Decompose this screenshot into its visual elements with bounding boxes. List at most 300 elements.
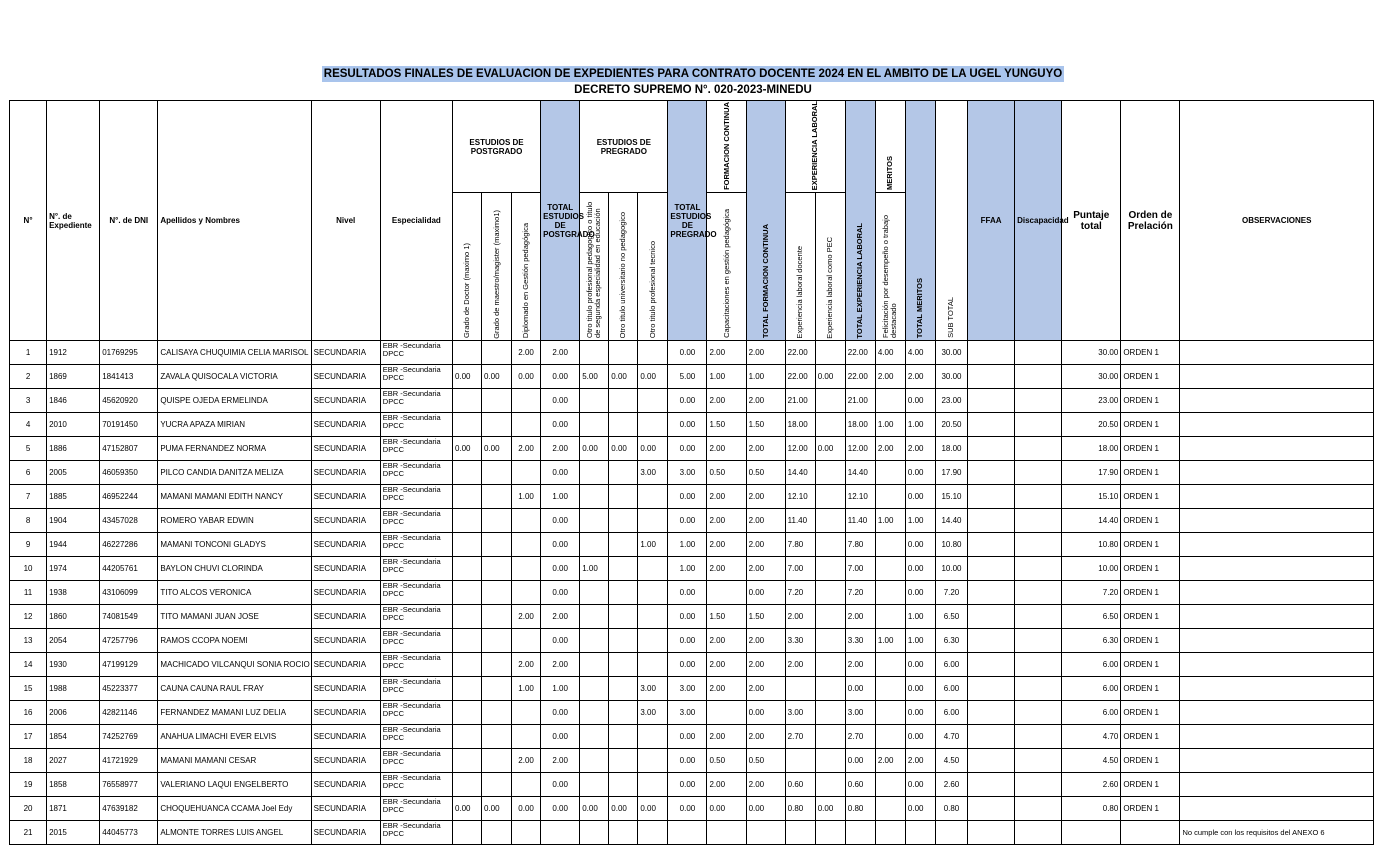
cell-ouni <box>609 533 638 557</box>
table-row <box>10 557 1374 581</box>
cell-nivel: SECUNDARIA <box>311 605 380 629</box>
cell-nombre: ANAHUA LIMACHI EVER ELVIS <box>158 725 311 749</box>
cell-otec: 1.00 <box>638 533 668 557</box>
cell-epec <box>815 413 845 437</box>
cell-nombre: TITO MAMANI JUAN JOSE <box>158 605 311 629</box>
cell-otec <box>638 557 668 581</box>
cell-tform: 2.00 <box>746 341 785 365</box>
col-total-experiencia: TOTAL EXPERIENCIA LABORAL <box>845 101 875 341</box>
cell-mae: 0.00 <box>482 797 512 821</box>
cell-cap: 1.50 <box>707 605 746 629</box>
cell-mae <box>482 821 512 845</box>
cell-ffaa <box>968 341 1015 365</box>
cell-tpost: 2.00 <box>541 605 580 629</box>
cell-ouni <box>609 341 638 365</box>
cell-cap: 0.50 <box>707 461 746 485</box>
cell-tpre: 0.00 <box>668 749 707 773</box>
cell-nivel: SECUNDARIA <box>311 557 380 581</box>
cell-puntaje: 0.80 <box>1062 797 1121 821</box>
cell-otec: 0.00 <box>638 437 668 461</box>
cell-dni: 43457028 <box>100 509 158 533</box>
cell-sub: 20.50 <box>935 413 967 437</box>
cell-exp: 1860 <box>47 605 100 629</box>
cell-sub: 2.60 <box>935 773 967 797</box>
cell-exp: 1858 <box>47 773 100 797</box>
cell-esp: EBR -Secundaria DPCC <box>380 557 452 581</box>
cell-obs <box>1180 509 1374 533</box>
cell-orden: ORDEN 1 <box>1121 341 1180 365</box>
cell-orden: ORDEN 1 <box>1121 533 1180 557</box>
cell-orden: ORDEN 1 <box>1121 797 1180 821</box>
cell-nombre: CALISAYA CHUQUIMIA CELIA MARISOL <box>158 341 311 365</box>
cell-dip <box>512 701 541 725</box>
cell-ffaa <box>968 677 1015 701</box>
cell-mae <box>482 629 512 653</box>
cell-puntaje: 30.00 <box>1062 341 1121 365</box>
cell-n: 1 <box>10 341 47 365</box>
cell-texp: 14.40 <box>845 461 875 485</box>
cell-nombre: MACHICADO VILCANQUI SONIA ROCIO <box>158 653 311 677</box>
cell-exp: 1869 <box>47 365 100 389</box>
cell-tpre: 0.00 <box>668 413 707 437</box>
cell-tmer: 0.00 <box>905 461 935 485</box>
cell-cap: 2.00 <box>707 557 746 581</box>
cell-nivel: SECUNDARIA <box>311 413 380 437</box>
cell-otec <box>638 629 668 653</box>
cell-disc <box>1015 725 1062 749</box>
cell-edoc: 3.00 <box>785 701 815 725</box>
cell-epec <box>815 653 845 677</box>
cell-fel <box>875 821 905 845</box>
cell-puntaje: 10.80 <box>1062 533 1121 557</box>
cell-doc <box>452 533 481 557</box>
cell-tmer <box>905 821 935 845</box>
cell-sub: 14.40 <box>935 509 967 533</box>
cell-n: 14 <box>10 653 47 677</box>
cell-tpost: 0.00 <box>541 509 580 533</box>
cell-n: 16 <box>10 701 47 725</box>
cell-dip <box>512 629 541 653</box>
cell-disc <box>1015 653 1062 677</box>
cell-tpost: 0.00 <box>541 581 580 605</box>
cell-tpre: 0.00 <box>668 581 707 605</box>
cell-sub: 15.10 <box>935 485 967 509</box>
cell-n: 19 <box>10 773 47 797</box>
cell-tpost: 1.00 <box>541 677 580 701</box>
cell-edoc: 3.30 <box>785 629 815 653</box>
cell-ouni <box>609 725 638 749</box>
cell-texp <box>845 821 875 845</box>
cell-esp: EBR -Secundaria DPCC <box>380 797 452 821</box>
cell-edoc: 18.00 <box>785 413 815 437</box>
cell-ffaa <box>968 749 1015 773</box>
cell-epec <box>815 533 845 557</box>
cell-obs <box>1180 701 1374 725</box>
cell-otit <box>580 533 609 557</box>
cell-disc <box>1015 557 1062 581</box>
cell-texp: 22.00 <box>845 341 875 365</box>
cell-orden: ORDEN 1 <box>1121 437 1180 461</box>
cell-obs <box>1180 485 1374 509</box>
cell-nivel: SECUNDARIA <box>311 509 380 533</box>
cell-sub: 30.00 <box>935 365 967 389</box>
group-meritos: MERITOS <box>875 101 905 193</box>
cell-edoc: 22.00 <box>785 341 815 365</box>
cell-puntaje: 6.00 <box>1062 653 1121 677</box>
cell-cap <box>707 821 746 845</box>
cell-sub: 6.00 <box>935 653 967 677</box>
col-puntaje: Puntaje total <box>1062 101 1121 341</box>
cell-ouni <box>609 749 638 773</box>
cell-tpost: 0.00 <box>541 773 580 797</box>
cell-ffaa <box>968 581 1015 605</box>
table-row <box>10 605 1374 629</box>
cell-otec <box>638 653 668 677</box>
cell-n: 5 <box>10 437 47 461</box>
cell-cap: 2.00 <box>707 341 746 365</box>
cell-texp: 7.20 <box>845 581 875 605</box>
cell-nivel: SECUNDARIA <box>311 677 380 701</box>
cell-obs <box>1180 437 1374 461</box>
cell-exp: 1854 <box>47 725 100 749</box>
cell-disc <box>1015 461 1062 485</box>
cell-dni: 01769295 <box>100 341 158 365</box>
col-observaciones: OBSERVACIONES <box>1180 101 1374 341</box>
cell-epec <box>815 773 845 797</box>
cell-disc <box>1015 629 1062 653</box>
cell-ouni <box>609 821 638 845</box>
cell-ffaa <box>968 389 1015 413</box>
cell-tform: 0.00 <box>746 797 785 821</box>
cell-tpre: 0.00 <box>668 629 707 653</box>
cell-epec: 0.00 <box>815 365 845 389</box>
cell-tform: 2.00 <box>746 485 785 509</box>
cell-nombre: MAMANI MAMANI EDITH NANCY <box>158 485 311 509</box>
cell-dip: 1.00 <box>512 485 541 509</box>
cell-orden: ORDEN 1 <box>1121 629 1180 653</box>
cell-tpre: 3.00 <box>668 461 707 485</box>
table-row <box>10 461 1374 485</box>
cell-nivel: SECUNDARIA <box>311 797 380 821</box>
cell-ouni: 0.00 <box>609 365 638 389</box>
cell-texp: 0.80 <box>845 797 875 821</box>
cell-dip: 0.00 <box>512 797 541 821</box>
table-row <box>10 485 1374 509</box>
cell-edoc: 12.10 <box>785 485 815 509</box>
cell-sub: 4.70 <box>935 725 967 749</box>
cell-cap: 1.50 <box>707 413 746 437</box>
cell-ffaa <box>968 701 1015 725</box>
cell-tpre: 3.00 <box>668 677 707 701</box>
cell-otit: 5.00 <box>580 365 609 389</box>
cell-nombre: MAMANI TONCONI GLADYS <box>158 533 311 557</box>
col-maestro: Grado de maestro/magister (maximo1) <box>482 193 512 341</box>
cell-obs <box>1180 725 1374 749</box>
cell-epec <box>815 341 845 365</box>
cell-nombre: RAMOS CCOPA NOEMI <box>158 629 311 653</box>
cell-edoc: 2.00 <box>785 653 815 677</box>
cell-edoc: 14.40 <box>785 461 815 485</box>
cell-disc <box>1015 437 1062 461</box>
cell-doc <box>452 509 481 533</box>
table-row <box>10 509 1374 533</box>
cell-fel: 1.00 <box>875 413 905 437</box>
cell-ffaa <box>968 485 1015 509</box>
cell-fel <box>875 389 905 413</box>
cell-tpre: 0.00 <box>668 725 707 749</box>
cell-dni: 76558977 <box>100 773 158 797</box>
cell-orden: ORDEN 1 <box>1121 725 1180 749</box>
cell-disc <box>1015 533 1062 557</box>
cell-esp: EBR -Secundaria DPCC <box>380 413 452 437</box>
cell-dip <box>512 773 541 797</box>
cell-tpre <box>668 821 707 845</box>
cell-nombre: FERNANDEZ MAMANI LUZ DELIA <box>158 701 311 725</box>
cell-obs <box>1180 461 1374 485</box>
cell-otec <box>638 485 668 509</box>
cell-mae <box>482 509 512 533</box>
cell-n: 13 <box>10 629 47 653</box>
cell-edoc <box>785 749 815 773</box>
cell-n: 9 <box>10 533 47 557</box>
cell-tpost: 0.00 <box>541 389 580 413</box>
cell-tmer: 0.00 <box>905 701 935 725</box>
cell-esp: EBR -Secundaria DPCC <box>380 533 452 557</box>
cell-fel: 1.00 <box>875 629 905 653</box>
cell-obs <box>1180 581 1374 605</box>
cell-puntaje: 6.00 <box>1062 677 1121 701</box>
cell-fel <box>875 533 905 557</box>
cell-texp: 21.00 <box>845 389 875 413</box>
cell-ouni <box>609 605 638 629</box>
cell-nivel: SECUNDARIA <box>311 653 380 677</box>
cell-obs <box>1180 629 1374 653</box>
cell-tpre: 0.00 <box>668 485 707 509</box>
cell-tpost: 0.00 <box>541 365 580 389</box>
cell-dni: 70191450 <box>100 413 158 437</box>
cell-disc <box>1015 821 1062 845</box>
cell-ouni: 0.00 <box>609 437 638 461</box>
cell-texp: 7.00 <box>845 557 875 581</box>
cell-puntaje: 6.30 <box>1062 629 1121 653</box>
cell-exp: 1846 <box>47 389 100 413</box>
cell-tmer: 0.00 <box>905 557 935 581</box>
cell-cap: 2.00 <box>707 533 746 557</box>
cell-otec <box>638 413 668 437</box>
cell-nivel: SECUNDARIA <box>311 629 380 653</box>
cell-doc <box>452 461 481 485</box>
cell-exp: 2005 <box>47 461 100 485</box>
cell-puntaje: 20.50 <box>1062 413 1121 437</box>
cell-mae <box>482 533 512 557</box>
cell-dni: 46227286 <box>100 533 158 557</box>
cell-exp: 2006 <box>47 701 100 725</box>
cell-doc <box>452 581 481 605</box>
cell-epec <box>815 725 845 749</box>
cell-doc <box>452 821 481 845</box>
titles <box>0 64 1386 98</box>
cell-texp: 12.00 <box>845 437 875 461</box>
cell-edoc: 0.60 <box>785 773 815 797</box>
cell-ouni <box>609 653 638 677</box>
cell-edoc: 7.80 <box>785 533 815 557</box>
cell-mae <box>482 341 512 365</box>
cell-dip <box>512 461 541 485</box>
cell-dni: 74081549 <box>100 605 158 629</box>
cell-obs <box>1180 605 1374 629</box>
cell-cap: 2.00 <box>707 725 746 749</box>
cell-dni: 45620920 <box>100 389 158 413</box>
cell-sub: 10.80 <box>935 533 967 557</box>
cell-exp: 1944 <box>47 533 100 557</box>
col-expediente: N°. de Expediente <box>47 101 100 341</box>
cell-fel: 2.00 <box>875 365 905 389</box>
cell-sub: 17.90 <box>935 461 967 485</box>
cell-tpre: 0.00 <box>668 389 707 413</box>
cell-dip: 2.00 <box>512 653 541 677</box>
cell-exp: 1930 <box>47 653 100 677</box>
cell-tpre: 0.00 <box>668 437 707 461</box>
cell-doc: 0.00 <box>452 437 481 461</box>
cell-cap: 2.00 <box>707 773 746 797</box>
table-row <box>10 437 1374 461</box>
cell-dip <box>512 821 541 845</box>
cell-puntaje: 4.70 <box>1062 725 1121 749</box>
cell-nivel: SECUNDARIA <box>311 581 380 605</box>
cell-tpost <box>541 821 580 845</box>
cell-texp: 22.00 <box>845 365 875 389</box>
cell-cap: 1.00 <box>707 365 746 389</box>
cell-orden: ORDEN 1 <box>1121 701 1180 725</box>
group-formacion: FORMACION CONTINUA <box>707 101 746 193</box>
cell-ffaa <box>968 797 1015 821</box>
col-doctor: Grado de Doctor (maximo 1) <box>452 193 481 341</box>
cell-tpost: 2.00 <box>541 653 580 677</box>
cell-tform: 0.50 <box>746 461 785 485</box>
cell-tform: 2.00 <box>746 533 785 557</box>
cell-tform: 1.50 <box>746 605 785 629</box>
cell-cap: 2.00 <box>707 509 746 533</box>
cell-obs <box>1180 653 1374 677</box>
cell-cap: 0.00 <box>707 797 746 821</box>
cell-cap: 2.00 <box>707 485 746 509</box>
cell-tmer: 0.00 <box>905 677 935 701</box>
group-experiencia: EXPERIENCIA LABORAL <box>785 101 845 193</box>
col-total-meritos: TOTAL MERITOS <box>905 101 935 341</box>
cell-esp: EBR -Secundaria DPCC <box>380 581 452 605</box>
cell-fel <box>875 701 905 725</box>
cell-doc <box>452 557 481 581</box>
table-row <box>10 797 1374 821</box>
cell-n: 10 <box>10 557 47 581</box>
cell-esp: EBR -Secundaria DPCC <box>380 701 452 725</box>
col-num: N° <box>10 101 47 341</box>
cell-mae <box>482 557 512 581</box>
cell-orden: ORDEN 1 <box>1121 509 1180 533</box>
table-row <box>10 749 1374 773</box>
cell-doc: 0.00 <box>452 365 481 389</box>
cell-ffaa <box>968 557 1015 581</box>
cell-tform: 0.50 <box>746 749 785 773</box>
cell-nombre: CAUNA CAUNA RAUL FRAY <box>158 677 311 701</box>
cell-otec <box>638 773 668 797</box>
cell-orden: ORDEN 1 <box>1121 485 1180 509</box>
cell-tmer: 1.00 <box>905 605 935 629</box>
cell-puntaje: 18.00 <box>1062 437 1121 461</box>
table-row <box>10 677 1374 701</box>
col-nombres: Apellidos y Nombres <box>158 101 311 341</box>
cell-tmer: 0.00 <box>905 725 935 749</box>
cell-n: 20 <box>10 797 47 821</box>
cell-obs: No cumple con los requisitos del ANEXO 6 <box>1180 821 1374 845</box>
cell-tpre: 0.00 <box>668 797 707 821</box>
cell-sub: 6.00 <box>935 677 967 701</box>
cell-dip <box>512 581 541 605</box>
cell-tpost: 0.00 <box>541 701 580 725</box>
cell-nivel: SECUNDARIA <box>311 533 380 557</box>
cell-dip <box>512 725 541 749</box>
col-diplomado: Diplomado en Gestión pedagógica <box>512 193 541 341</box>
cell-n: 21 <box>10 821 47 845</box>
cell-ffaa <box>968 437 1015 461</box>
col-discapacidad: Discapacidad <box>1015 101 1062 341</box>
cell-ouni: 0.00 <box>609 797 638 821</box>
cell-otit <box>580 701 609 725</box>
cell-otit <box>580 581 609 605</box>
cell-nombre: ZAVALA QUISOCALA VICTORIA <box>158 365 311 389</box>
cell-fel <box>875 605 905 629</box>
cell-esp: EBR -Secundaria DPCC <box>380 821 452 845</box>
cell-sub: 30.00 <box>935 341 967 365</box>
col-total-postgrado: TOTAL ESTUDIOS DE POSTGRADO <box>541 101 580 341</box>
table-body <box>10 341 1374 845</box>
cell-texp: 2.00 <box>845 653 875 677</box>
cell-doc <box>452 653 481 677</box>
cell-ouni <box>609 581 638 605</box>
table-row <box>10 725 1374 749</box>
cell-otec <box>638 581 668 605</box>
cell-fel <box>875 557 905 581</box>
cell-tform: 2.00 <box>746 653 785 677</box>
cell-esp: EBR -Secundaria DPCC <box>380 461 452 485</box>
cell-otec <box>638 509 668 533</box>
cell-esp: EBR -Secundaria DPCC <box>380 629 452 653</box>
cell-tform: 2.00 <box>746 389 785 413</box>
col-otro-univ: Otro titulo universitario no pedagogico <box>609 193 638 341</box>
cell-puntaje: 17.90 <box>1062 461 1121 485</box>
cell-otit: 0.00 <box>580 797 609 821</box>
cell-nivel: SECUNDARIA <box>311 821 380 845</box>
cell-otit: 0.00 <box>580 437 609 461</box>
cell-exp: 1912 <box>47 341 100 365</box>
cell-otec <box>638 341 668 365</box>
cell-texp: 18.00 <box>845 413 875 437</box>
cell-dni: 44205761 <box>100 557 158 581</box>
cell-sub: 6.00 <box>935 701 967 725</box>
cell-dni: 46952244 <box>100 485 158 509</box>
cell-puntaje: 4.50 <box>1062 749 1121 773</box>
col-otro-tecnico: Otro titulo profesional tecnico <box>638 193 668 341</box>
cell-mae <box>482 653 512 677</box>
cell-disc <box>1015 341 1062 365</box>
cell-otit <box>580 677 609 701</box>
cell-nombre: VALERIANO LAQUI ENGELBERTO <box>158 773 311 797</box>
cell-tpre: 0.00 <box>668 773 707 797</box>
cell-nombre: MAMANI MAMANI CESAR <box>158 749 311 773</box>
cell-dni: 41721929 <box>100 749 158 773</box>
cell-epec <box>815 821 845 845</box>
cell-texp: 0.60 <box>845 773 875 797</box>
